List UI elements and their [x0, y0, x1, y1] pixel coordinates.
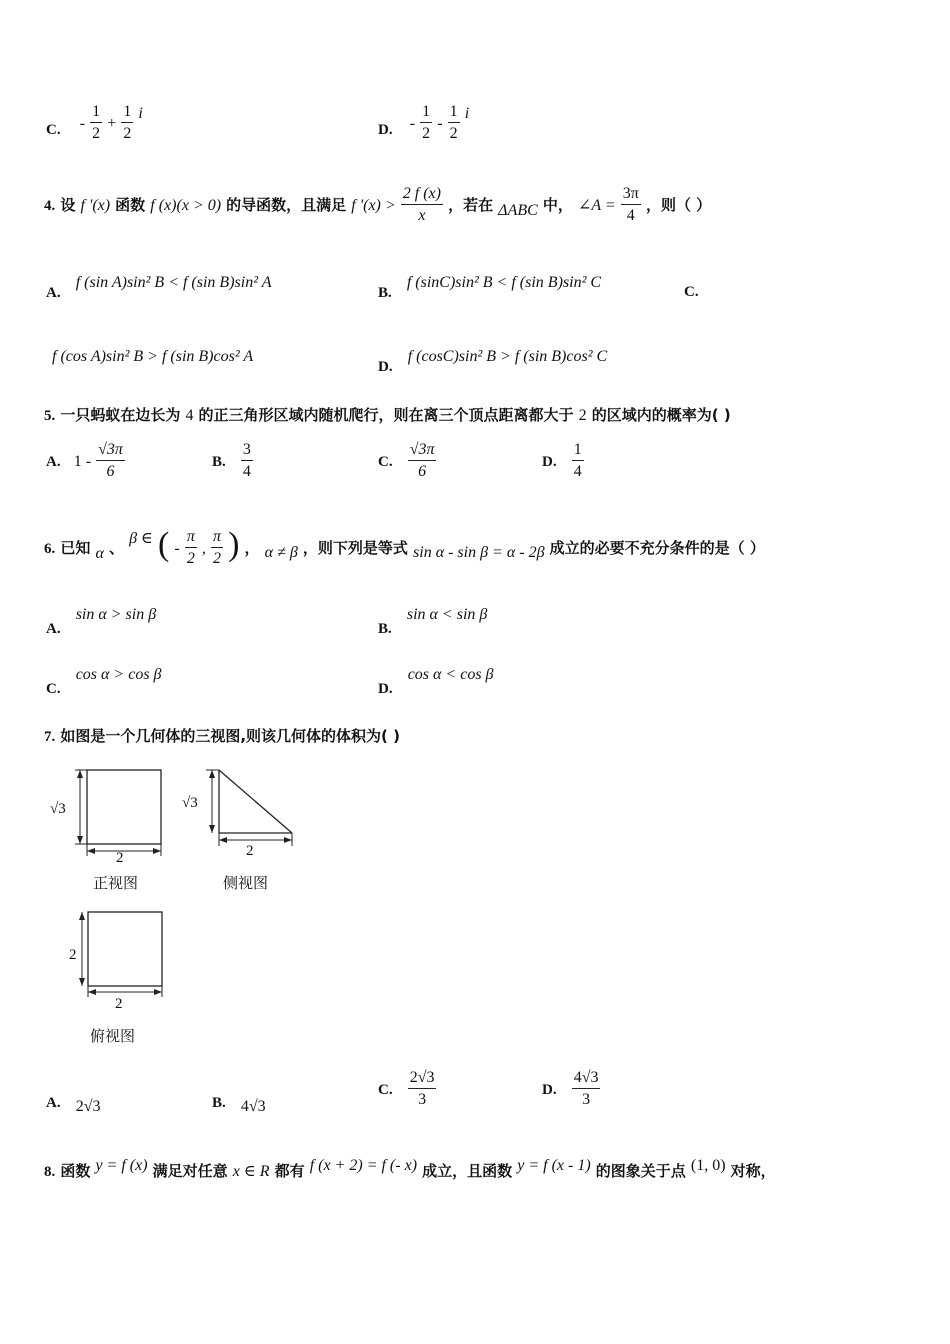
option-expr: cos α < cos β	[407, 666, 494, 683]
math-expr: α ≠ β	[264, 544, 298, 561]
math-expr: β ∈	[129, 530, 153, 547]
q4-stem	[44, 184, 711, 227]
side-view-width-label: 2	[246, 843, 254, 859]
q7-option-c[interactable]	[378, 1068, 436, 1111]
question-number: 7.	[44, 729, 56, 745]
option-label: D.	[378, 122, 393, 138]
stem-text: 满足对任意	[152, 1162, 228, 1180]
stem-text: 一只蚂蚁在边长为	[60, 406, 181, 424]
option-label: C.	[46, 122, 61, 138]
q6-option-a[interactable]	[46, 604, 157, 637]
q4-option-d[interactable]	[378, 346, 608, 375]
option-label: A.	[46, 621, 61, 637]
q5-option-c[interactable]	[378, 440, 436, 483]
fraction: $\frac{3\pi}{4}$	[622, 185, 639, 224]
option-expr: 4√3	[240, 1098, 266, 1115]
option-label: A.	[46, 285, 61, 301]
top-view-figure	[64, 906, 174, 1000]
side-view-caption: 侧视图	[223, 874, 269, 892]
q7-stem	[44, 725, 400, 746]
fraction: $\frac{2 f (x)}{x}$	[402, 185, 441, 224]
q4-option-c[interactable]	[52, 346, 253, 366]
fraction: $\frac{\pi}{2}$	[186, 528, 195, 567]
option-expr: f (sinC)sin² B < f (sin B)sin² C	[406, 274, 602, 291]
option-label: D.	[542, 454, 557, 470]
stem-text: 、	[108, 539, 124, 557]
fraction: $\frac{1}{2}$	[422, 103, 431, 142]
fraction: $\frac{1}{2}$	[92, 103, 101, 142]
math-expr: f '(x)	[80, 197, 111, 214]
stem-text: 的图象关于点	[595, 1162, 686, 1180]
stem-text: ，若在	[448, 196, 494, 214]
question-number: 8.	[44, 1164, 56, 1180]
stem-text: 成立，且函数	[422, 1162, 513, 1180]
math-expr: f '(x) >	[351, 197, 396, 214]
interval-bracket: )	[228, 526, 240, 563]
option-expr: 2√3	[75, 1098, 101, 1115]
fraction: $\frac{1}{2}$	[449, 103, 458, 142]
math-expr: ,	[201, 540, 206, 557]
stem-text: 如图是一个几何体的三视图,则该几何体的体积为( )	[60, 727, 400, 745]
option-label: C.	[378, 454, 393, 470]
q4-option-b[interactable]	[378, 272, 602, 301]
math-expr: ∠A =	[577, 197, 616, 214]
stem-text: 的导函数，且满足	[226, 196, 347, 214]
q4-option-a[interactable]	[46, 272, 272, 301]
q6-stem	[44, 524, 765, 570]
option-label: A.	[46, 454, 61, 470]
q6-option-d[interactable]	[378, 664, 494, 697]
q7-option-d[interactable]	[542, 1068, 600, 1111]
question-number: 4.	[44, 198, 56, 214]
front-view-caption: 正视图	[93, 874, 139, 892]
stem-text: 设	[60, 196, 76, 214]
side-view-height-label: √3	[182, 795, 198, 811]
math-expr: f (x)(x > 0)	[150, 197, 222, 214]
stem-text: 已知	[60, 539, 91, 557]
q5-option-b[interactable]	[212, 440, 253, 483]
stem-text: 的正三角形区域内随机爬行，则在离三个顶点距离都大于	[198, 406, 574, 424]
stem-text: 函数	[115, 196, 146, 214]
side-view-hypotenuse	[219, 770, 292, 833]
option-label: B.	[212, 1095, 226, 1111]
math-expr: 1 -	[73, 453, 92, 470]
option-label: B.	[212, 454, 226, 470]
q7-option-b[interactable]	[212, 1092, 266, 1115]
imaginary-unit: i	[464, 105, 470, 122]
stem-text: 中，	[542, 196, 573, 214]
question-number: 5.	[44, 408, 56, 424]
math-expr: α	[95, 545, 104, 562]
fraction: $\frac{\pi}{2}$	[213, 528, 222, 567]
math-expr: y = f (x)	[95, 1157, 148, 1174]
math-expr: -	[174, 540, 180, 557]
math-expr: f (x + 2) = f (- x)	[309, 1157, 418, 1174]
stem-text: 函数	[60, 1162, 91, 1180]
top-view-caption: 俯视图	[90, 1027, 136, 1045]
fraction: $\frac{2√3}{3}$	[409, 1069, 435, 1108]
q7-option-a[interactable]	[46, 1092, 101, 1115]
interval-bracket: (	[157, 526, 170, 563]
fraction: $\frac{3}{4}$	[242, 441, 251, 480]
math-expr: sin α - sin β = α - 2β	[413, 544, 545, 561]
stem-text: ，则下列是等式	[302, 539, 408, 557]
q3-option-d[interactable]	[378, 102, 469, 145]
fraction: $\frac{1}{4}$	[573, 441, 582, 480]
fraction: $\frac{1}{2}$	[123, 103, 132, 142]
operator: +	[107, 115, 117, 132]
option-expr: cos α > cos β	[75, 666, 162, 683]
option-label: B.	[378, 285, 392, 301]
option-label: C.	[46, 681, 61, 697]
stem-text: 对称，	[730, 1162, 776, 1180]
option-expr: f (cos A)sin² B > f (sin B)cos² A	[52, 348, 254, 365]
math-expr: y = f (x - 1)	[517, 1157, 591, 1174]
fraction: $\frac{4√3}{3}$	[573, 1069, 599, 1108]
question-number: 6.	[44, 541, 56, 557]
option-label: A.	[46, 1095, 61, 1111]
stem-text: 都有	[274, 1162, 305, 1180]
q4-option-c-label[interactable]: C.	[684, 284, 699, 300]
top-view-height-label: 2	[69, 947, 77, 963]
front-view-height-label: √3	[50, 801, 66, 817]
q5-option-a[interactable]	[46, 440, 125, 483]
math-expr: (1, 0)	[690, 1157, 726, 1174]
option-expr: sin α > sin β	[75, 606, 157, 623]
top-view-square	[88, 912, 162, 986]
fraction: $\frac{√3\pi}{6}$	[409, 441, 435, 480]
top-view-width-label: 2	[115, 996, 123, 1012]
option-label: D.	[378, 681, 393, 697]
q8-stem	[44, 1157, 776, 1181]
q3-option-c[interactable]	[46, 102, 143, 145]
imaginary-unit: i	[138, 105, 143, 122]
front-view-square	[87, 770, 161, 844]
option-label: C.	[378, 1082, 393, 1098]
stem-text: ，	[244, 539, 260, 557]
option-label: D.	[542, 1082, 557, 1098]
option-label: B.	[378, 621, 392, 637]
front-view-width-label: 2	[116, 850, 124, 866]
sign: -	[79, 115, 86, 132]
q6-option-b[interactable]	[378, 604, 488, 637]
option-expr: sin α < sin β	[406, 606, 488, 623]
stem-text: 成立的必要不充分条件的是（ ）	[549, 539, 765, 557]
operator: -	[437, 115, 443, 132]
stem-text: 的区域内的概率为( )	[591, 406, 731, 424]
math-expr: 4	[185, 407, 194, 424]
stem-text: ，则（ ）	[645, 196, 712, 214]
option-expr: f (cosC)sin² B > f (sin B)cos² C	[407, 348, 608, 365]
fraction: $\frac{√3\pi}{6}$	[98, 441, 123, 480]
sign: -	[409, 115, 416, 132]
option-label: D.	[378, 359, 393, 375]
math-expr: 2	[578, 407, 587, 424]
math-expr: x ∈ R	[232, 1163, 270, 1180]
option-expr: f (sin A)sin² B < f (sin B)sin² A	[75, 274, 272, 291]
q5-option-d[interactable]	[542, 440, 584, 483]
math-expr: ΔABC	[498, 202, 538, 219]
q5-stem	[44, 404, 731, 425]
q6-option-c[interactable]	[46, 664, 162, 697]
